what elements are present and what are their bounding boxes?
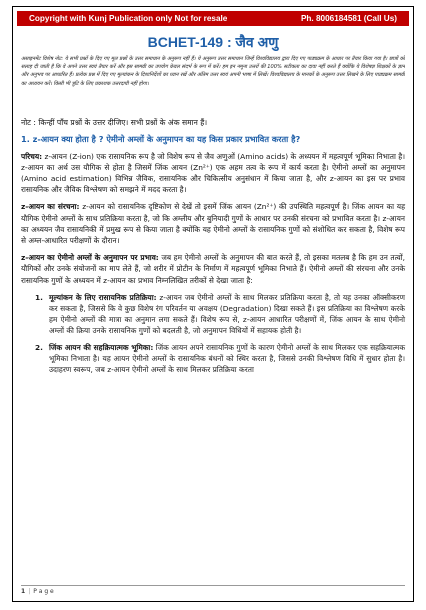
list-item bbox=[35, 342, 405, 376]
intro-body: z-आयन (Z-ion) एक रासायनिक रूप है जो विशेष रूप से जैव अणुओं (Amino acids) के अध्ययन में महत्वपूर्ण भूमिका निभाता है। z-आयन का अर्थ उस यौगिक से होता है जिसमें जिंक आयन (Zn²⁺) एक अहम तत्व के रूप में कार्य करता है। ऐमीनो अम्लों का अनुमापन (Amino acid estimation) विभिन्न जैविक, रासायनिक और चिकित्सीय अनुसंधान में किया जाता है, और z-आयन का इस पर प्रभाव रासायनिक और जैविक विश्लेषण को समझने में मदद करता है। bbox=[21, 151, 405, 195]
page-footer bbox=[21, 585, 405, 597]
document-page bbox=[12, 6, 414, 602]
question-heading: 1. z-आयन क्या होता है ? ऐमीनो अम्लों के अनुमापन का यह किस प्रकार प्रभावित करता है? bbox=[21, 134, 301, 144]
list-item-number: 2. bbox=[35, 342, 43, 352]
effect-paragraph bbox=[21, 252, 405, 286]
effect-body: जब हम ऐमीनो अम्लों के अनुमापन की बात करते हैं, तो इसका मतलब है कि हम उन तत्वों, यौगिकों और उनके संयोजनों का माप लेते हैं, जो शरीर में प्रोटीन के निर्माण में महत्वपूर्ण भूमिका निभाते हैं। ऐमीनो अम्लों की संरचना और उनके रासायनिक गुणों के अध्ययन में z-आयन का प्रभाव निम्नलिखित तरीकों से देखा जाता है: bbox=[21, 253, 405, 285]
effect-label: z-आयन का ऐमीनो अम्लों के अनुमापन पर प्रभाव: bbox=[21, 253, 159, 263]
instructions-note: नोट : किन्हीं पाँच प्रश्नों के उत्तर दीजिए। सभी प्रश्नों के अंक समान हैं। bbox=[21, 118, 208, 127]
list-item bbox=[35, 292, 405, 337]
page-title: BCHET-149 : जैव अणु bbox=[147, 34, 279, 50]
list-item-body: जिंक आयन अपने रासायनिक गुणों के कारण ऐमीनो अम्लों के साथ मिलकर एक सहक्रियात्मक भूमिका निभाता है। यह आयन ऐमीनो अम्लों के रासायनिक बंधनों को स्थिर करता है, जिससे उनकी विश्लेषण विधि में सुधार होता है। उदाहरण स्वरूप, जब z-आयन ऐमीनो अम्लों के साथ मिलकर प्रतिक्रिया करता bbox=[49, 342, 405, 374]
list-item-text bbox=[49, 342, 405, 376]
list-item-number: 1. bbox=[35, 292, 43, 302]
list-item-label: मूल्यांकन के लिए रासायनिक प्रतिक्रिया: bbox=[49, 292, 157, 302]
intro-paragraph bbox=[21, 151, 405, 196]
list-item-label: जिंक आयन की सहक्रियात्मक भूमिका: bbox=[49, 342, 154, 352]
copyright-banner bbox=[17, 11, 409, 26]
intro-label: परिचय: bbox=[21, 151, 43, 161]
list-item-text bbox=[49, 292, 405, 337]
numbered-list bbox=[35, 292, 405, 375]
footer-separator: | bbox=[28, 588, 31, 595]
list-item-body: z-आयन जब ऐमीनो अम्लों के साथ मिलकर प्रतिक्रिया करता है, तो यह उनका ऑक्सीकरण कर सकता है, जिससे कि वे कुछ विशेष रंग परिवर्तन या अवक्षय (Degradation) दिखा सकते हैं। इस प्रतिक्रिया का विश्लेषण करके हम ऐमीनो अम्लों की मात्रा का अनुमान लगा सकते हैं। विशेष रूप से, z-आयन आधारित परीक्षणों में, जिंक आयन के साथ ऐमीनो अम्लों की क्रिया उनके रासायनिक गुणों को बदलती है, जो अनुमापन विधियों में सहायक होती है। bbox=[49, 292, 405, 336]
copyright-text: Copyright with Kunj Publication only Not for resale bbox=[29, 14, 228, 23]
page-label: P a g e bbox=[33, 588, 54, 595]
structure-paragraph bbox=[21, 201, 405, 246]
phone-text: Ph. 8006184581 (Call Us) bbox=[300, 14, 397, 23]
page-number: 1 bbox=[21, 588, 26, 595]
structure-label: z-आयन का संरचना: bbox=[21, 202, 80, 212]
disclaimer-text: असाइनमेंट विशेष नोट: ये सभी प्रश्नों के दिए गए मूल प्रश्नों के उत्तर समाधान के अनुरूप नहीं हैं। ये अनुरूप उत्तर समाधान जिन्हें विश्वविद्यालय द्वारा दिए गए पाठ्यक्रम के आधार पर तैयार किया गया है। छात्रों को सलाह दी जाती है कि वे अपने उत्तर स्वयं तैयार करें और इस सामग्री का उपयोग केवल संदर्भ के रूप में करें। हम इन नमूना उत्तरों की 100% सटीकता का दावा नहीं करते हैं क्योंकि ये विशेषज्ञ शिक्षकों के ज्ञान और अनुभव पर आधारित हैं। प्रत्येक प्रश्न में दिए गए मूल्यांकन के दिशानिर्देशों का ध्यान रखें और अंतिम उत्तर स्वयं अपनी भाषा में लिखें। विश्वविद्यालय के मानकों के अनुरूप उत्तर लिखने के लिए पाठ्यक्रम सामग्री का अध्ययन करें। किसी भी त्रुटि के लिए प्रकाशक उत्तरदायी नहीं होगा। bbox=[21, 56, 405, 87]
structure-body: z-आयन को रासायनिक दृष्टिकोण से देखें तो इसमें जिंक आयन (Zn²⁺) की उपस्थिति महत्वपूर्ण है। जिंक आयन का यह यौगिक ऐमीनो अम्लों के साथ प्रतिक्रिया करता है, जो कि अम्लीय और बुनियादी गुणों के आधार पर उनकी संरचना को प्रभावित करता है। z-आयन का अध्ययन जैव रासायनिकी में प्रमुख रूप से किया जाता है क्योंकि यह ऐमीनो अम्लों के रासायनिक गुणों को संशोधित कर सकता है, विशेष रूप से अम्ल-आधारित परीक्षणों के दौरान। bbox=[21, 202, 405, 245]
